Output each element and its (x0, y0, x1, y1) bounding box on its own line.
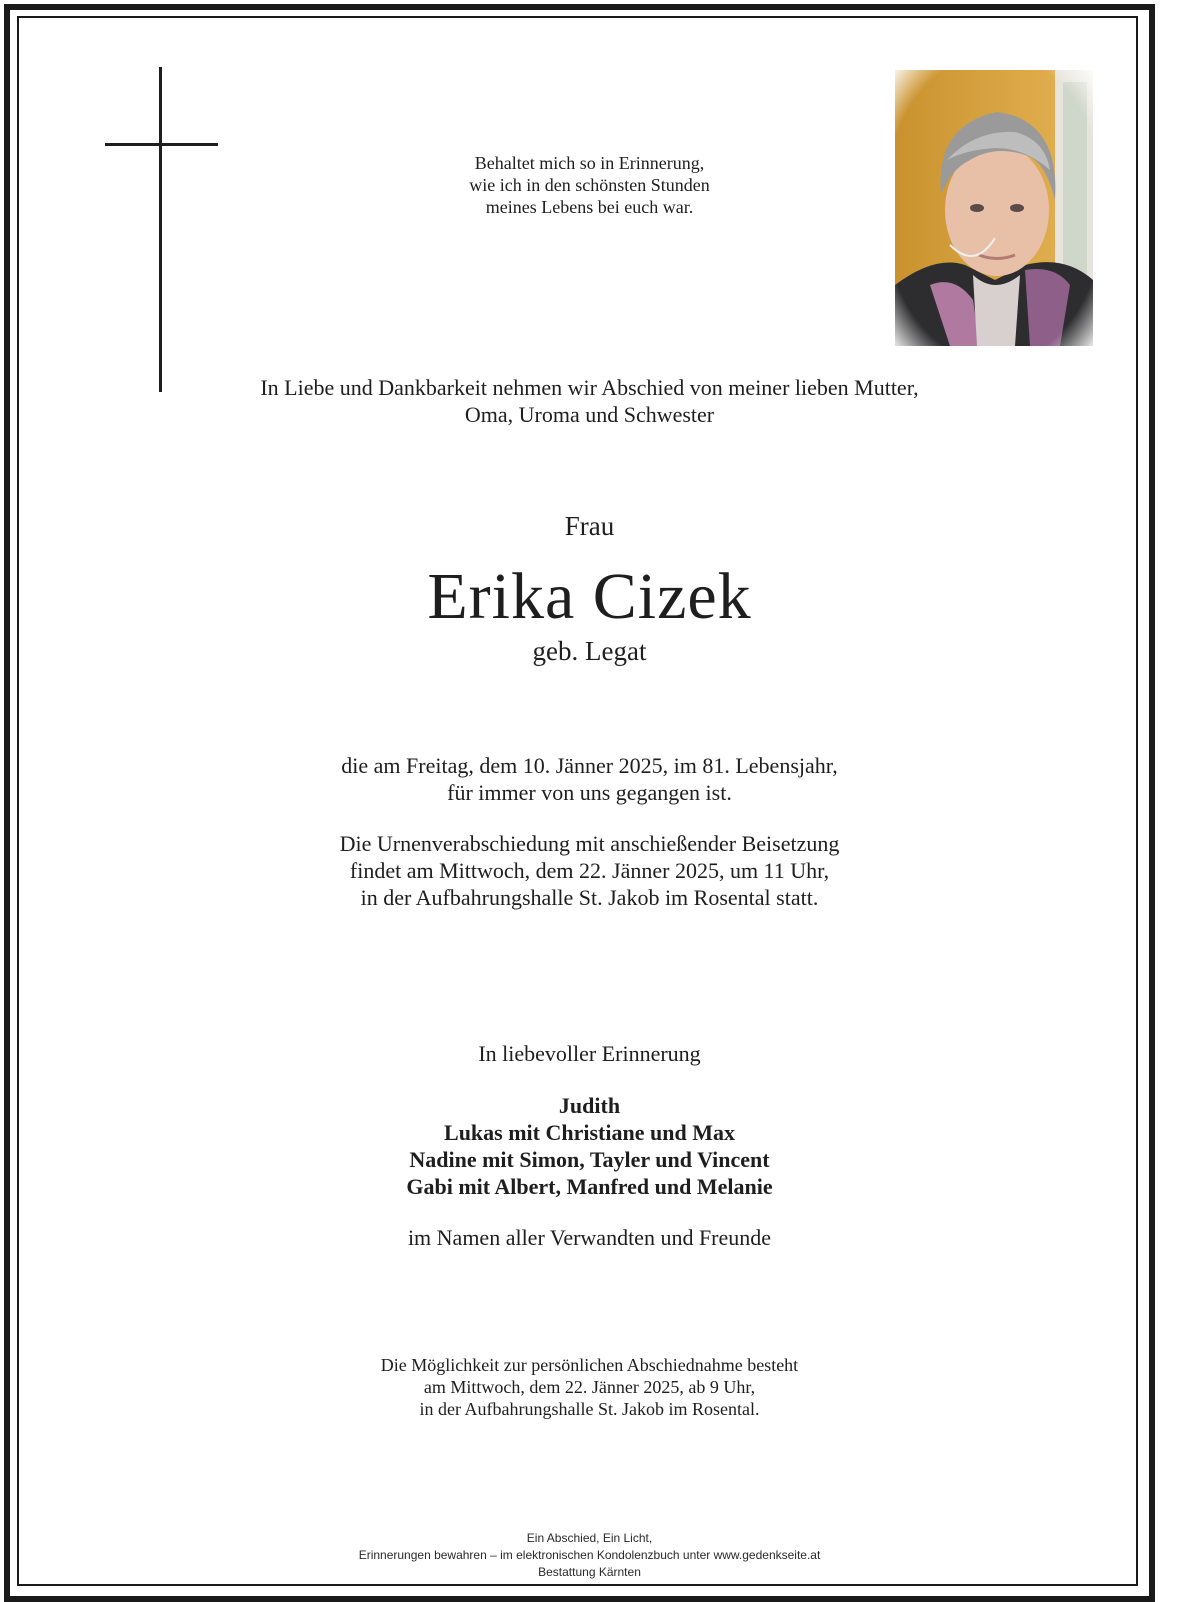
family-member: Lukas mit Christiane und Max (444, 1120, 735, 1145)
viewing-details (0, 1354, 1179, 1420)
family-member: Gabi mit Albert, Manfred und Melanie (406, 1174, 773, 1199)
poem-line: Behaltet mich so in Erinnerung, (474, 153, 705, 173)
farewell-intro (0, 374, 1179, 428)
remembrance-heading: In liebevoller Erinnerung (478, 1041, 701, 1066)
family-member: Nadine mit Simon, Tayler und Vincent (409, 1147, 770, 1172)
viewing-line: am Mittwoch, dem 22. Jänner 2025, ab 9 Uhr, (423, 1377, 756, 1397)
viewing-line: Die Möglichkeit zur persönlichen Abschiednahme besteht (380, 1355, 799, 1375)
footer-line: Bestattung Kärnten (538, 1565, 641, 1579)
ceremony-line: in der Aufbahrungshalle St. Jakob im Rosental statt. (360, 885, 819, 910)
death-notice-line: die am Freitag, dem 10. Jänner 2025, im 81. Lebensjahr, (341, 753, 838, 778)
death-notice-line: für immer von uns gegangen ist. (447, 780, 732, 805)
family-list (0, 1092, 1179, 1200)
poem-line: wie ich in den schönsten Stunden (469, 175, 710, 195)
intro-line: Oma, Uroma und Schwester (464, 402, 715, 427)
ceremony-details (0, 830, 1179, 911)
memorial-poem (0, 152, 1179, 218)
ceremony-line: findet am Mittwoch, dem 22. Jänner 2025, um 11 Uhr, (349, 858, 830, 883)
footer-line: Erinnerungen bewahren – im elektronischen Kondolenzbuch unter www.gedenkseite.at (358, 1548, 821, 1562)
footer-line: Ein Abschied, Ein Licht, (526, 1531, 653, 1545)
cross-icon-horizontal (105, 143, 218, 146)
relatives-line: im Namen aller Verwandten und Freunde (407, 1225, 772, 1250)
family-member: Judith (558, 1093, 621, 1118)
deceased-birth-name: geb. Legat (532, 636, 647, 666)
poem-line: meines Lebens bei euch war. (485, 197, 694, 217)
death-notice (0, 752, 1179, 806)
intro-line: In Liebe und Dankbarkeit nehmen wir Abschied von meiner lieben Mutter, (260, 375, 919, 400)
cross-icon-vertical (159, 67, 162, 392)
viewing-line: in der Aufbahrungshalle St. Jakob im Rosental. (419, 1399, 760, 1419)
ceremony-line: Die Urnenverabschiedung mit anschießender Beisetzung (339, 831, 840, 856)
footer (0, 1530, 1179, 1581)
deceased-title: Frau (564, 511, 615, 541)
deceased-name: Erika Cizek (427, 560, 752, 633)
